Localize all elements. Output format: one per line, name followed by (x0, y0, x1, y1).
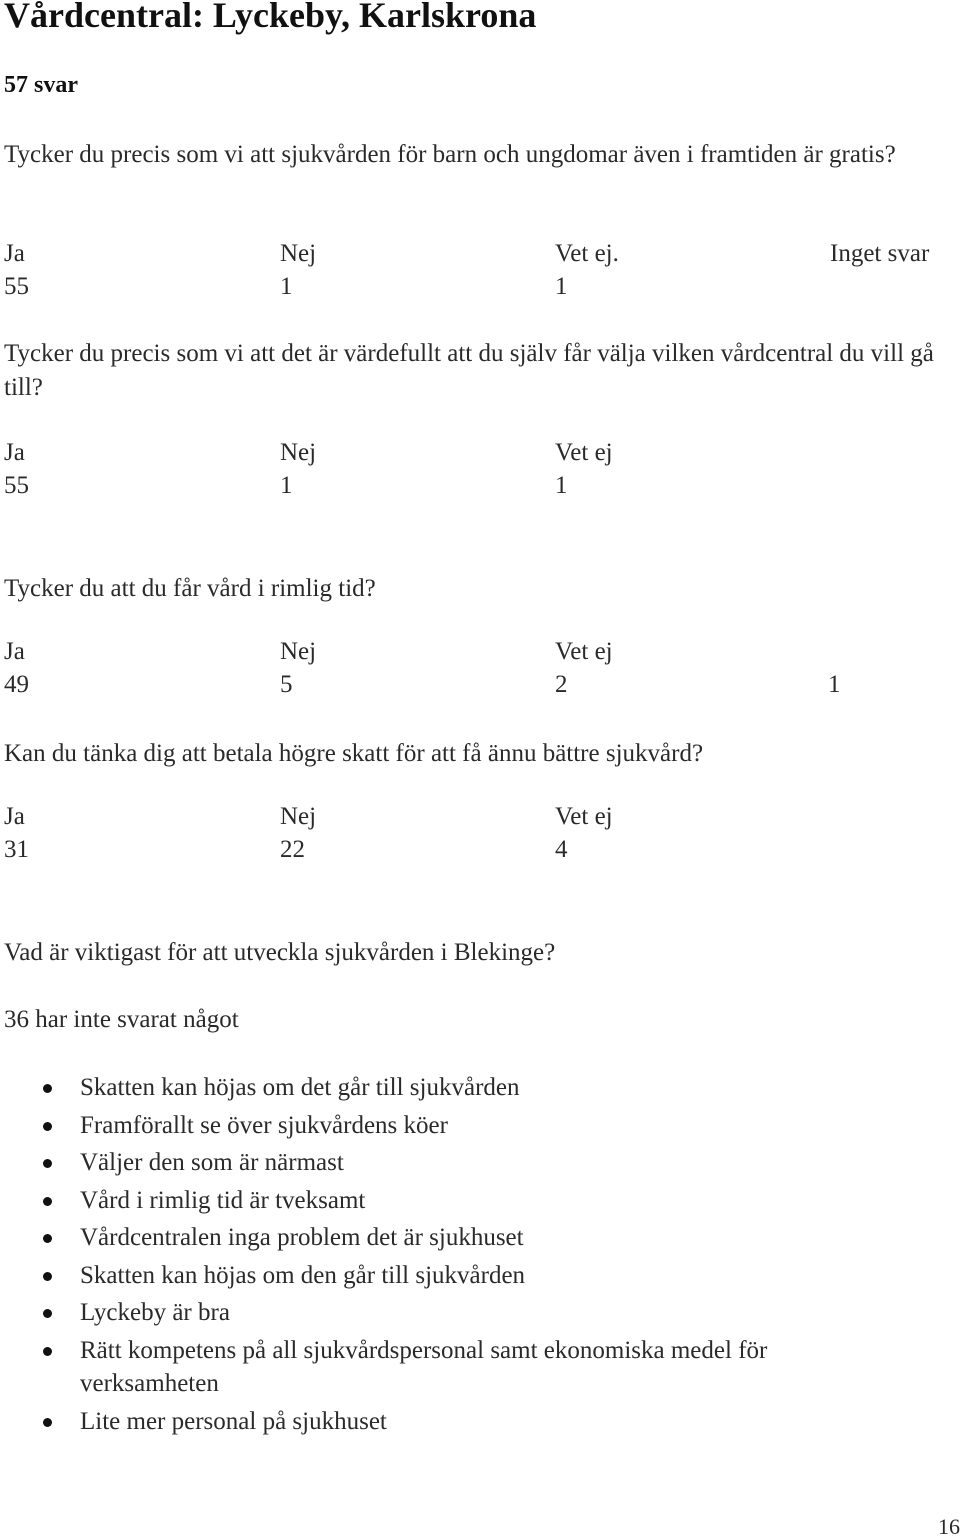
q2-header-vet-ej: Vet ej (555, 439, 613, 466)
open-question-text: Vad är viktigast för att utveckla sjukvården i Blekinge? (4, 939, 556, 966)
q3-header-nej: Nej (280, 638, 317, 665)
page-number: 16 (938, 1514, 960, 1539)
list-item: Skatten kan höjas om den går till sjukvården (0, 1259, 900, 1293)
q3-header-ja: Ja (4, 638, 25, 665)
q3-value-inget-svar: 1 (828, 671, 841, 698)
list-item: Lyckeby är bra (0, 1296, 900, 1330)
bullet-icon (43, 1084, 52, 1093)
q3-header-vet-ej: Vet ej (555, 638, 613, 665)
q2-value-ja: 55 (4, 472, 29, 499)
bullet-icon (43, 1159, 52, 1168)
q4-value-nej: 22 (280, 836, 305, 863)
list-item: Lite mer personal på sjukhuset (0, 1405, 900, 1439)
answer-list (0, 1071, 900, 1442)
q1-header-inget-svar: Inget svar (830, 240, 930, 267)
q1-header-ja: Ja (4, 240, 25, 267)
q3-value-vet-ej: 2 (555, 671, 568, 698)
q3-value-nej: 5 (280, 671, 293, 698)
list-item: Rätt kompetens på all sjukvårdspersonal samt ekonomiska medel för verksamheten (0, 1334, 900, 1401)
q2-value-vet-ej: 1 (555, 472, 568, 499)
question-4-text: Kan du tänka dig att betala högre skatt för att få ännu bättre sjukvård? (4, 740, 704, 767)
list-item: Vård i rimlig tid är tveksamt (0, 1184, 900, 1218)
q2-header-nej: Nej (280, 439, 317, 466)
q2-value-nej: 1 (280, 472, 293, 499)
bullet-icon (43, 1309, 52, 1318)
q1-value-vet-ej: 1 (555, 273, 568, 300)
bullet-icon (43, 1234, 52, 1243)
no-answer-count: 36 har inte svarat något (4, 1006, 239, 1033)
list-item: Framförallt se över sjukvårdens köer (0, 1109, 900, 1143)
bullet-icon (43, 1347, 52, 1356)
question-3-text: Tycker du att du får vård i rimlig tid? (4, 575, 376, 602)
page-title: Vårdcentral: Lyckeby, Karlskrona (4, 0, 537, 35)
q1-header-nej: Nej (280, 240, 317, 267)
bullet-icon (43, 1272, 52, 1281)
bullet-icon (43, 1418, 52, 1427)
q2-header-ja: Ja (4, 439, 25, 466)
bullet-icon (43, 1197, 52, 1206)
response-count: 57 svar (4, 72, 78, 98)
q4-value-ja: 31 (4, 836, 29, 863)
q4-value-vet-ej: 4 (555, 836, 568, 863)
q1-header-vet-ej: Vet ej. (555, 240, 619, 267)
q4-header-ja: Ja (4, 803, 25, 830)
question-1-text: Tycker du precis som vi att sjukvården för barn och ungdomar även i framtiden är gratis? (4, 141, 896, 168)
bullet-icon (43, 1122, 52, 1131)
list-item: Väljer den som är närmast (0, 1146, 900, 1180)
list-item: Vårdcentralen inga problem det är sjukhuset (0, 1221, 900, 1255)
q4-header-nej: Nej (280, 803, 317, 830)
q1-value-ja: 55 (4, 273, 29, 300)
list-item: Skatten kan höjas om det går till sjukvården (0, 1071, 900, 1105)
q4-header-vet-ej: Vet ej (555, 803, 613, 830)
question-2-text: Tycker du precis som vi att det är värdefullt att du själv får välja vilken vårdcentral du vill gå till? (4, 340, 934, 401)
q3-value-ja: 49 (4, 671, 29, 698)
q1-value-nej: 1 (280, 273, 293, 300)
